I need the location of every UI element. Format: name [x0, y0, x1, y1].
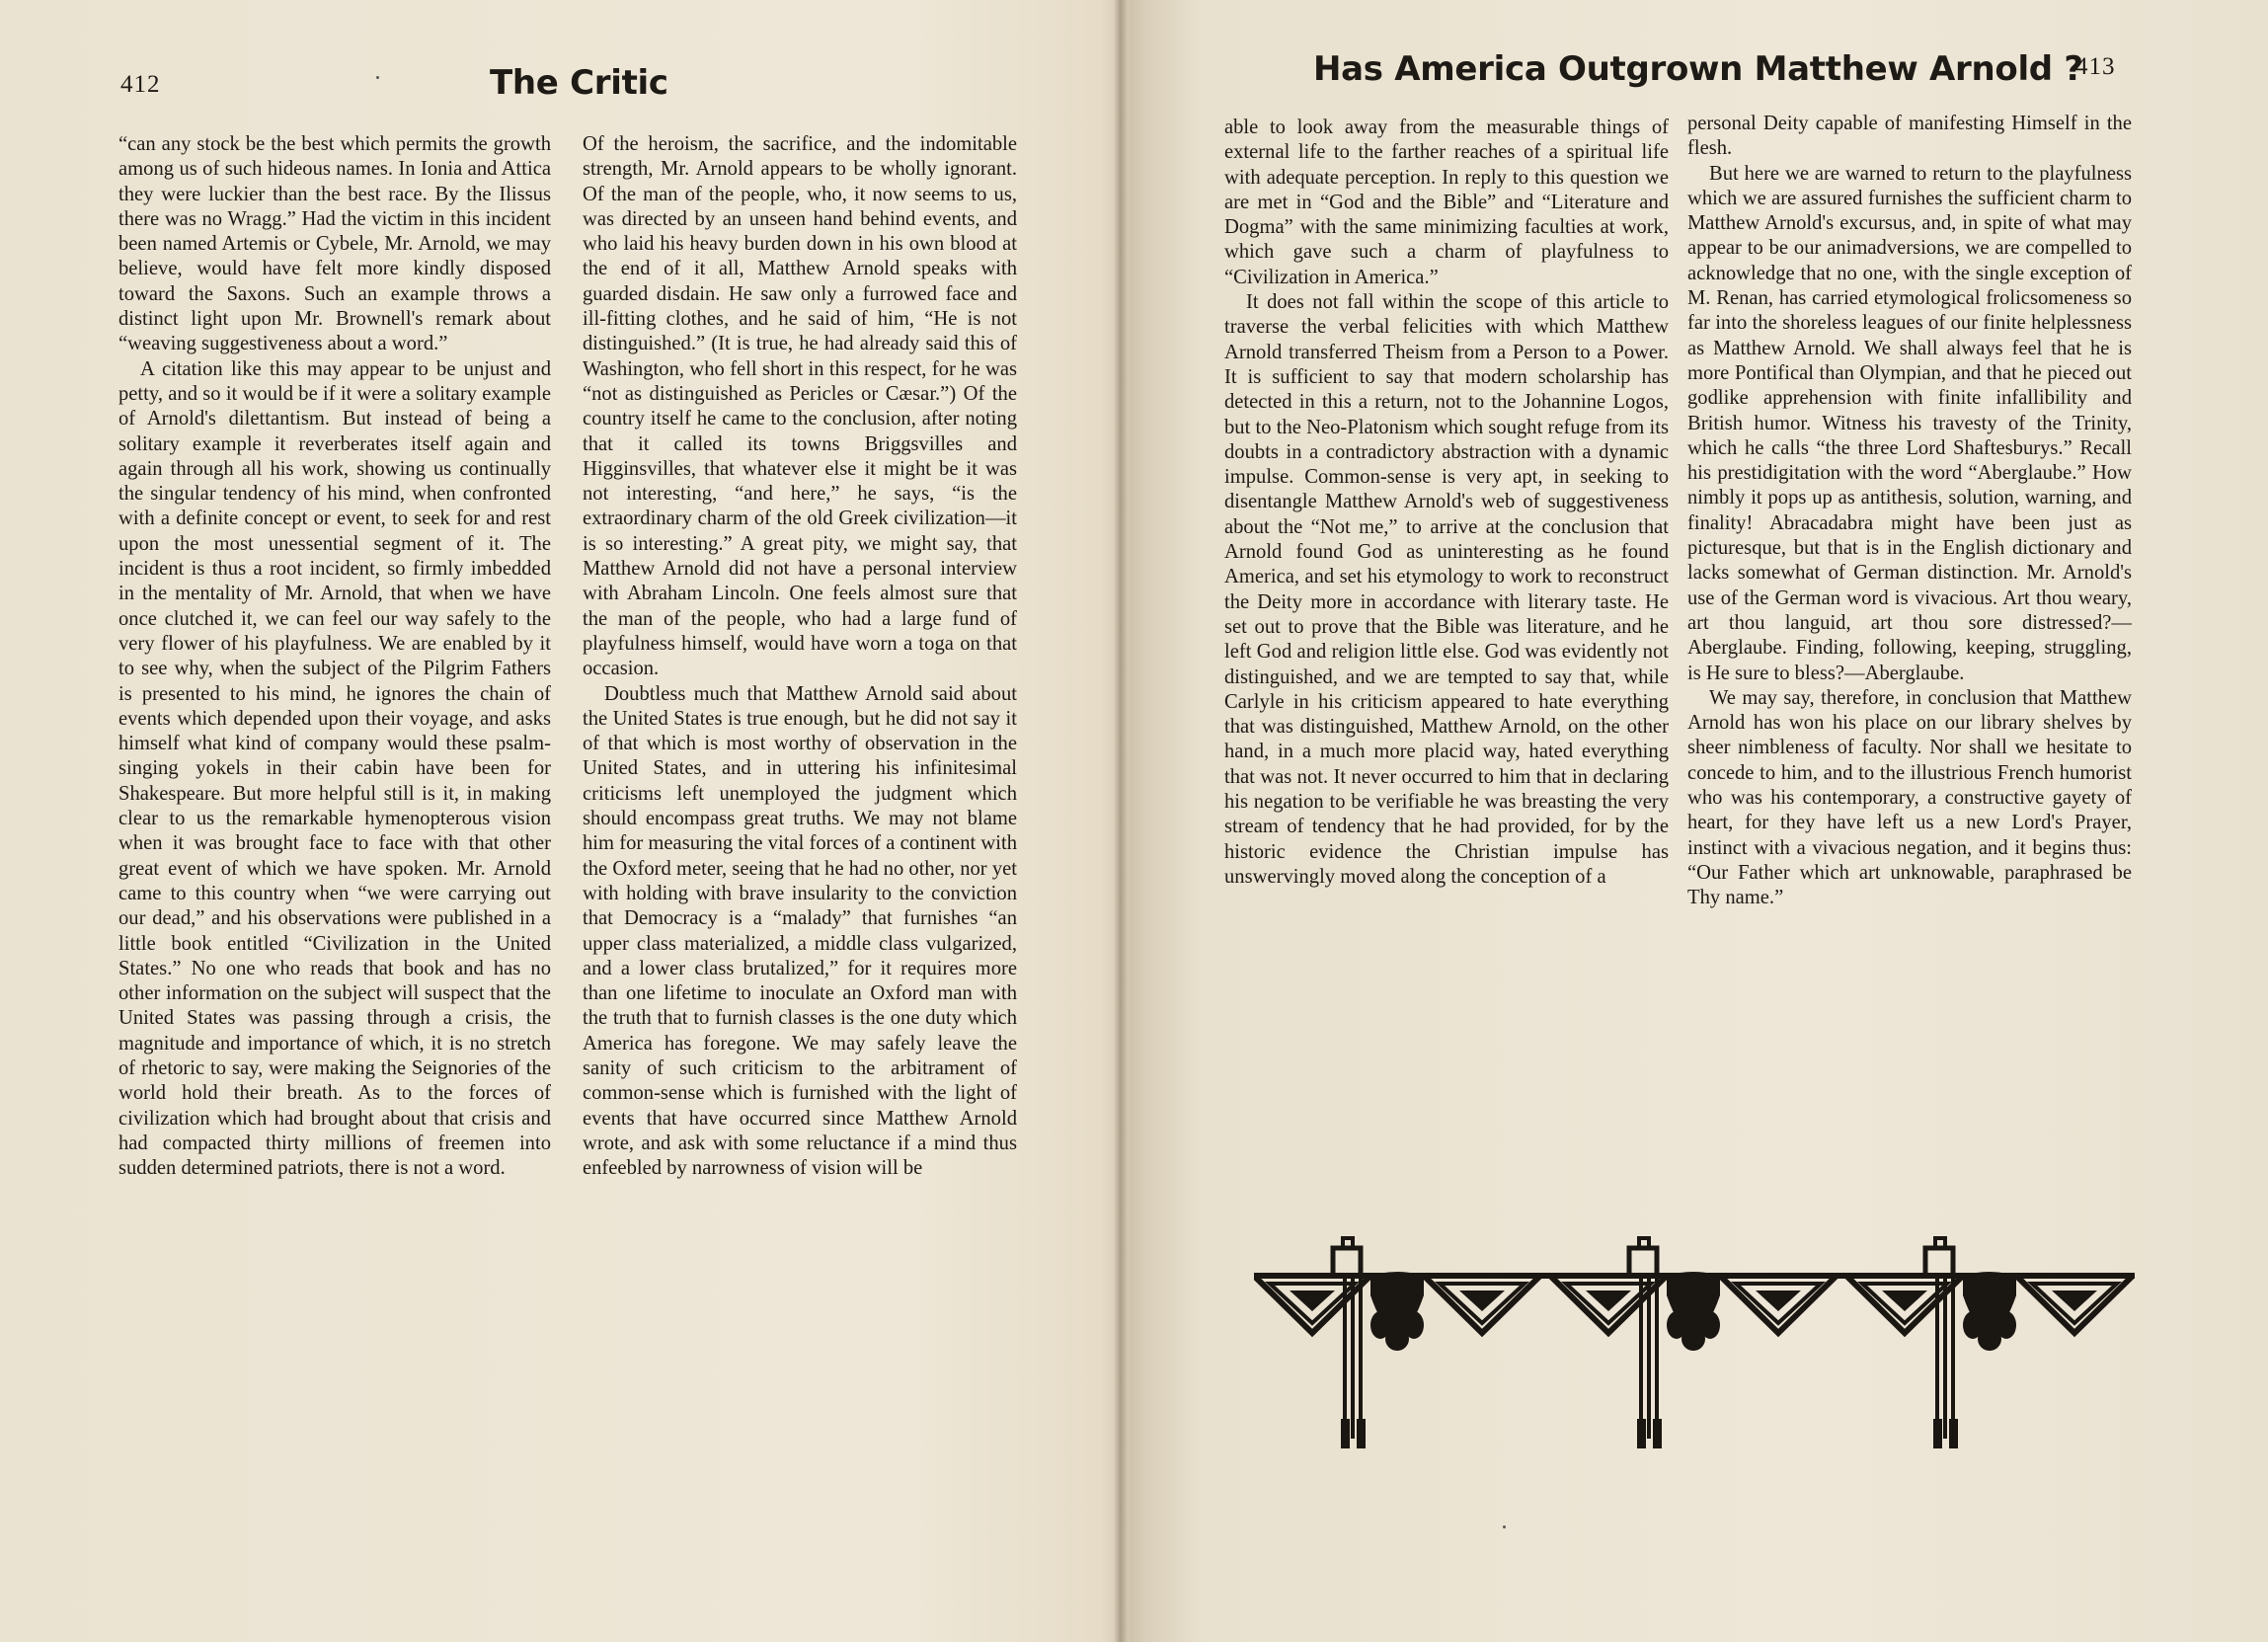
paragraph: personal Deity capable of manifesting Himself in the flesh.	[1687, 113, 2132, 160]
left-column-2	[583, 132, 1017, 1181]
paragraph: Of the heroism, the sacrifice, and the indomitable strength, Mr. Arnold appears to be wholly ignorant. Of the man of the people, who, it now seems to us, was directed by an unseen hand behind events, and who laid his heavy burden down in his own blood at the end of it all, Matthew Arnold speaks with guarded disdain. He saw only a furrowed face and ill-fitting clothes, and he said of him, “He is not distinguished.” (It is true, he had already said this of Washington, who fell short in this respect, for he was “not as distinguished as Pericles or Cæsar.”) Of the country itself he came to the conclusion, after noting that it called its towns Briggsvilles and Higginsvilles, that whatever else it might be it was not interesting, “and here,” he says, “is the extraordinary charm of the old Greek civilization—it is so interesting.” A great pity, we might say, that Matthew Arnold did not have a personal interview with Abraham Lincoln. One feels almost sure that the man of the people, who had a large fund of playfulness himself, would have worn a toga on that occasion.	[583, 133, 1017, 680]
right-column-1	[1224, 116, 1669, 890]
left-page-number: 412	[120, 71, 161, 98]
left-column-1	[118, 132, 551, 1181]
right-column-2	[1687, 112, 2132, 911]
paragraph: able to look away from the measurable things of external life to the farther reaches of a spiritual life with adequate perception. In reply to this question we are met in “God and the Bible” and “Literature and Dogma” with the same minimizing faculties at work, which gave such a charm of playfulness to “Civilization in America.”	[1224, 117, 1669, 288]
left-page	[0, 0, 1121, 1642]
paragraph: Doubtless much that Matthew Arnold said about the United States is true enough, but he did not say it of that which is most worthy of observation in the United States, and in uttering his infinitesimal criticisms left unemployed the judgment which should encompass great truths. We may not blame him for measuring the vital forces of a continent with the Oxford meter, seeing that he had no other, nor yet with holding with brave insularity to the conviction that Democracy is a “malady” that furnishes “an upper class materialized, a middle class vulgarized, and a lower class brutalized,” for it requires more than one lifetime to inoculate an Oxford man with the truth that to furnish classes is the one duty which America has foregone. We may safely leave the sanity of such criticism to the arbitrament of common-sense which is furnished with the light of events that have occurred since Matthew Arnold wrote, and ask with some reluctance if a mind thus enfeebled by narrowness of vision will be	[583, 682, 1017, 1180]
page-speck	[376, 76, 379, 79]
ornament-tailpiece-icon	[1254, 1236, 2135, 1463]
right-page-number: 413	[2075, 53, 2116, 80]
page-speck	[1503, 1525, 1506, 1528]
paragraph: A citation like this may appear to be unjust and petty, and so it would be if it were a solitary example of Arnold's dilettantism. But instead of being a solitary example it reverberates itself again and again through all his work, showing us continually the singular tendency of his mind, when confronted with a definite concept or event, to seek for and rest upon the most unessential segment of it. The incident is thus a root incident, so firmly imbedded in the mentality of Mr. Arnold, that when we have once clutched it, we can feel our way safely to the very flower of his playfulness. We are enabled by it to see why, when the subject of the Pilgrim Fathers is presented to his mind, he ignores the chain of events which depended upon their voyage, and asks himself what kind of company would these psalm-singing yokels in their cabin have been for Shakespeare. But more helpful still is it, in making clear to us the remarkable hymenopterous vision when it was brought face to face with that other great event of which we have spoken. Mr. Arnold came to this country when “we were carrying out our dead,” and his observations were published in a little book entitled “Civilization in the United States.” No one who reads that book and has no other information on the subject will suspect that the United States was passing through a crisis, the magnitude and importance of which, it is no stretch of rhetoric to say, were making the Seignories of the world hold their breath. As to the forces of civilization which had brought about that crisis and had compacted thirty millions of freemen into sudden determined patriots, there is not a word.	[118, 357, 551, 1180]
paragraph: “can any stock be the best which permits the growth among us of such hideous names. In Ionia and Attica they were luckier than the best race. By the Ilissus there was no Wragg.” Had the victim in this incident been named Artemis or Cybele, Mr. Arnold, we may believe, would have felt more kindly disposed toward the Saxons. Such an example throws a distinct light upon Mr. Brownell's remark about “weaving suggestiveness about a word.”	[118, 133, 551, 355]
paragraph: But here we are warned to return to the playfulness which we are assured furnishes the sufficient charm to Matthew Arnold's excursus, and, in spite of what may appear to be our animadversions, we are compelled to acknowledge that no one, with the single exception of M. Renan, has carried etymological frolicsomeness so far into the shoreless leagues of our finite helplessness as Matthew Arnold. We shall always feel that he is more Pontifical than Olympian, and that he pieced out godlike apprehension with finite infallibility and British humor. Witness his travesty of the Trinity, which he calls “the three Lord Shaftesburys.” Recall his prestidigitation with the word “Aberglaube.” How nimbly it pops up as antithesis, solution, warning, and finality! Abracadabra might have been just as picturesque, but that is in the English dictionary and lacks somewhat of German distinction. Mr. Arnold's use of the German word is vivacious. Art thou weary, art thou languid, art thou sore distressed?—Aberglaube. Finding, following, keeping, struggling, is He sure to bless?—Aberglaube.	[1687, 162, 2132, 684]
right-running-head: Has America Outgrown Matthew Arnold ?	[1313, 49, 2083, 89]
paragraph: It does not fall within the scope of this article to traverse the verbal felicities with which Matthew Arnold transferred Theism from a Person to a Power. It is sufficient to say that modern scholarship has detected in this a return, not to the Johannine Logos, but to the Neo-Platonism which sought refuge from its doubts in a contradictory abstraction with a dynamic impulse. Common-sense is very apt, in seeking to disentangle Matthew Arnold's web of suggestiveness about the “Not me,” to arrive at the conclusion that Arnold found God as uninteresting as he found America, and set his etymology to work to reconstruct the Deity more in accordance with literary taste. He set out to prove that the Bible was literature, and he left God and religion little else. God was evidently not distinguished, and we are tempted to say that, while Carlyle in his criticism appeared to hate everything that was distinguished, Matthew Arnold, on the other hand, in a much more placid way, hated everything that was not. It never occurred to him that in declaring his negation to be verifiable he was breasting the very stream of tendency that he had provided, for by the historic evidence the Christian impulse has unswervingly moved along the conception of a	[1224, 291, 1669, 888]
paragraph: We may say, therefore, in conclusion that Matthew Arnold has won his place on our library shelves by sheer nimbleness of faculty. Nor shall we hesitate to concede to him, and to the illustrious French humorist who was his contemporary, a constructive gayety of heart, for they have left us a new Lord's Prayer, instinct with a vivacious negation, and it begins thus: “Our Father which art unknowable, paraphrased be Thy name.”	[1687, 686, 2132, 909]
left-running-head: The Critic	[490, 63, 668, 103]
